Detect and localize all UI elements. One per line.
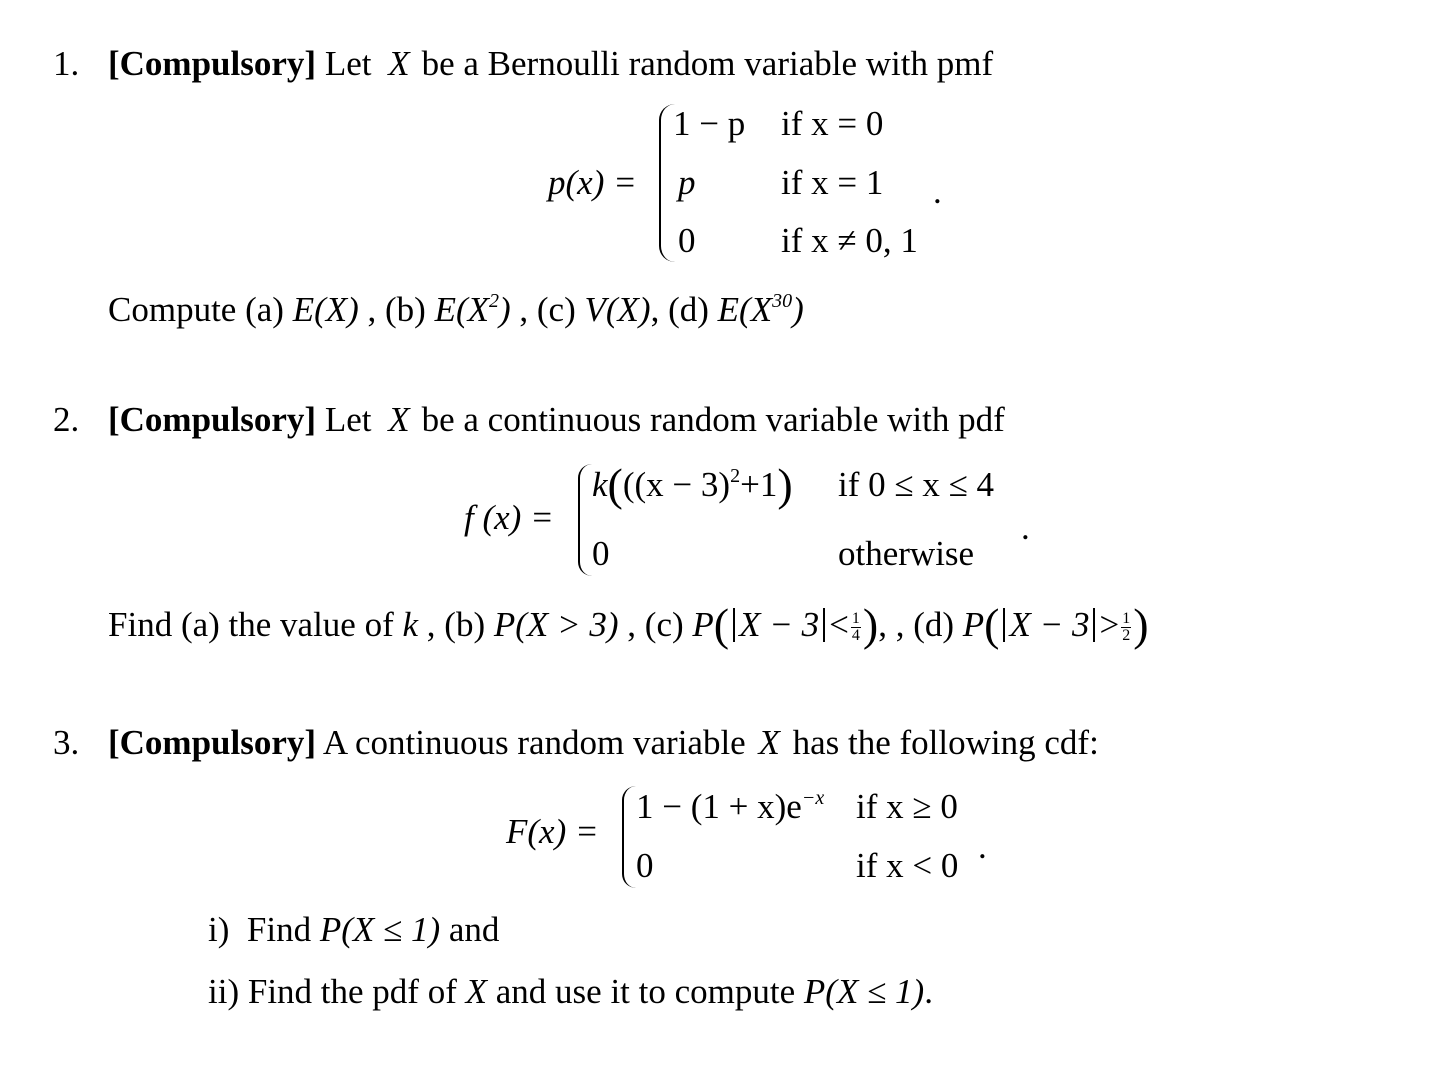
part-b-label: , (b) [367, 290, 426, 329]
case-expr: 0 [636, 846, 654, 885]
left-brace [622, 786, 636, 888]
question-prompt [108, 723, 1099, 763]
case-condition: otherwise [838, 534, 975, 573]
prompt-text: Let [324, 44, 372, 83]
pmf-lhs: p(x) = [548, 163, 637, 202]
prompt-text: has the following cdf: [792, 723, 1099, 762]
sub-label: i) [208, 910, 230, 949]
case-expr: $1 - (1 + x)e^{-x}$ [636, 787, 825, 826]
prompt-text: be a Bernoulli random variable with pmf [421, 44, 994, 83]
find-line: Find (a) the value of k , (b) P(X > 3) , (c) P( X − 3 < $\frac{1}{4}$ ), , (d) P( X − 3 > $\frac{1}{2}$ ) [108, 599, 1149, 650]
part-b-math: $E(X^2)$ [434, 290, 511, 329]
variable-x: X [388, 400, 410, 439]
case-condition: if x = 0 [781, 104, 884, 143]
case-expr: 0 [592, 534, 610, 573]
case-condition: if 0 ≤ x ≤ 4 [838, 465, 995, 504]
prompt-text: A continuous random variable [322, 723, 746, 762]
question-number: 3. [53, 723, 80, 762]
compute-line [108, 290, 804, 330]
case-condition: if x < 0 [856, 846, 959, 885]
question-number: 1. [53, 44, 80, 83]
question-number: 2. [53, 400, 80, 439]
part-b-label: , (b) [426, 605, 486, 644]
part-c-math: P( X − 3 < $\frac{1}{4}$ ) [692, 599, 879, 650]
sub-question-i: i) Find P(X ≤ 1) and [208, 910, 500, 949]
part-b-math: P(X > 3) [493, 605, 619, 644]
variable-x: X [388, 44, 410, 83]
period: . [1021, 508, 1030, 547]
period: . [933, 172, 942, 211]
case-expr: 1 − p [673, 104, 746, 143]
part-d-math: $E(X^{30})$ [717, 290, 804, 329]
part-d-label: , (d) [895, 605, 955, 644]
cdf-lhs: F(x) = [506, 812, 599, 851]
sub-label: ii) [208, 972, 240, 1011]
compulsory-tag: [Compulsory] [108, 44, 317, 83]
question-prompt [108, 44, 993, 84]
part-c-math: V(X) [584, 290, 651, 329]
compute-label: Compute (a) [108, 290, 284, 329]
prompt-text: Let [324, 400, 372, 439]
part-c-label: , (c) [519, 290, 576, 329]
left-brace [578, 464, 592, 576]
compulsory-tag: [Compulsory] [108, 400, 317, 439]
case-condition: if x ≥ 0 [856, 787, 958, 826]
period: . [978, 827, 987, 866]
part-a-math: E(X) [292, 290, 359, 329]
k-symbol: k [402, 605, 419, 644]
part-d-label: , (d) [650, 290, 709, 329]
prompt-text: be a continuous random variable with pdf [421, 400, 1005, 439]
find-label: Find (a) the value of [108, 605, 394, 644]
part-d-math: P( X − 3 > $\frac{1}{2}$ ) [962, 599, 1149, 650]
variable-x: X [758, 723, 780, 762]
case-condition: if x = 1 [781, 163, 884, 202]
pdf-lhs: f (x) = [464, 498, 554, 537]
case-condition: if x ≠ 0, 1 [781, 221, 918, 260]
case-expr: 0 [678, 221, 696, 260]
sub-question-ii: ii) Find the pdf of X and use it to compute P(X ≤ 1). [208, 972, 933, 1011]
compulsory-tag: [Compulsory] [108, 723, 317, 762]
case-expr: $k(((x - 3)^2+1)$ [592, 459, 793, 510]
question-prompt [108, 400, 1005, 440]
part-c-label: , (c) [627, 605, 684, 644]
case-expr: p [678, 163, 696, 202]
